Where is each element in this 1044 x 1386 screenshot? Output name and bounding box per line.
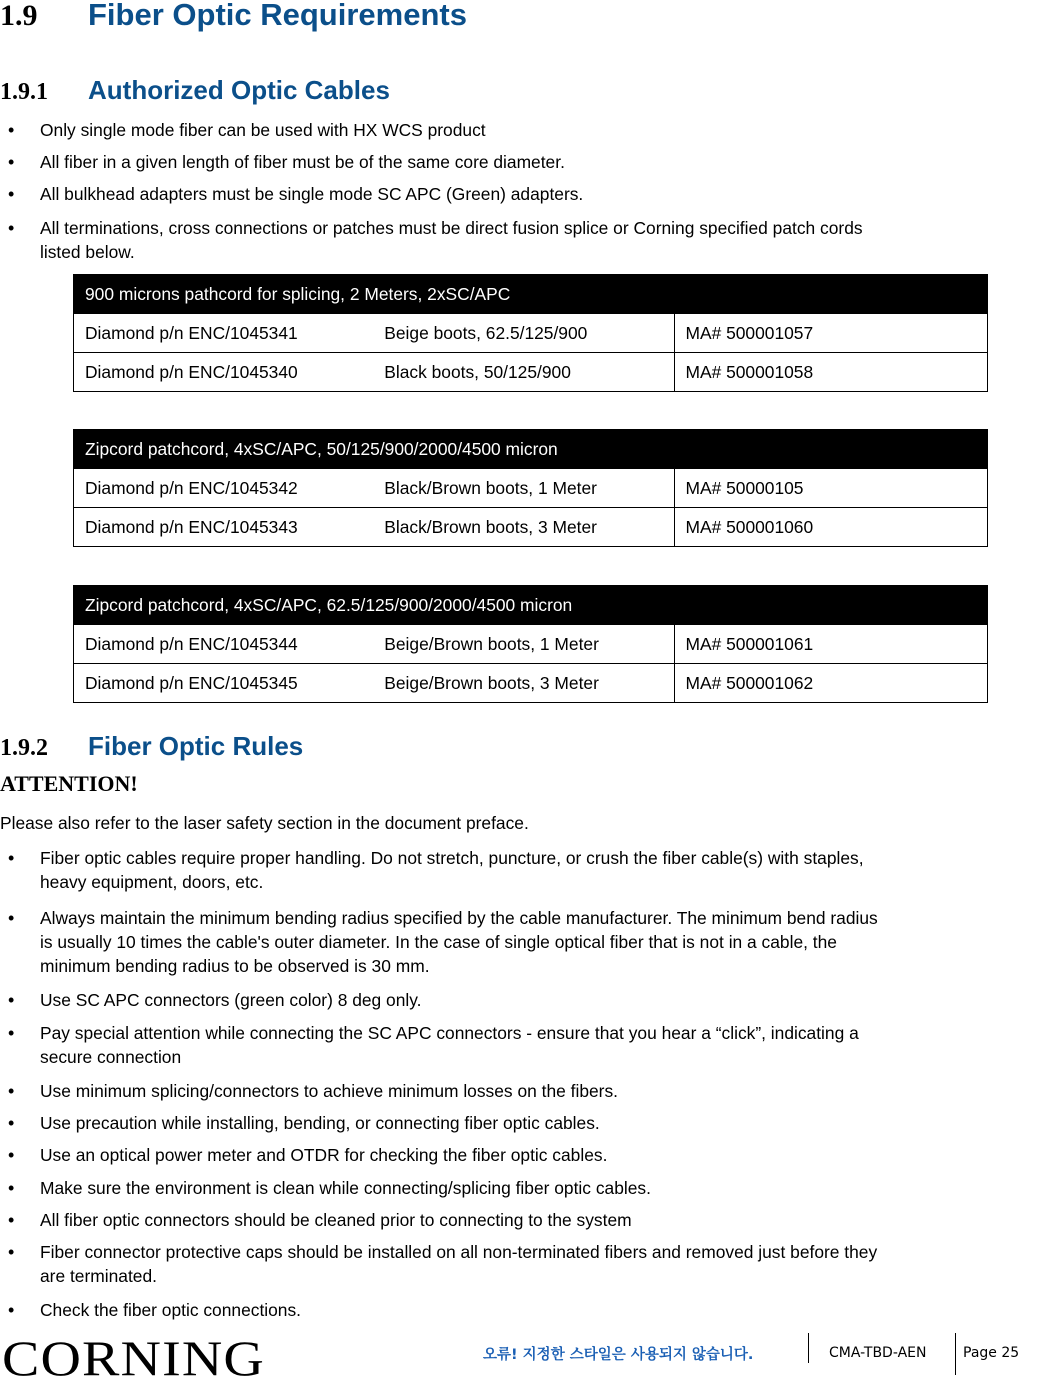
table-cell: Black boots, 50/125/900: [373, 353, 674, 392]
table-cell: MA# 500001057: [674, 314, 988, 353]
corning-logo: CORNING: [2, 1330, 265, 1386]
table-cell: Diamond p/n ENC/1045344: [74, 625, 374, 664]
table-row: [74, 508, 988, 547]
subsection-heading-rules: [0, 731, 303, 762]
table-cell: Beige/Brown boots, 1 Meter: [373, 625, 674, 664]
patchcord-table-62-micron: [73, 585, 988, 703]
footer-page-number: Page 25: [963, 1345, 1020, 1361]
table-cell: Beige boots, 62.5/125/900: [373, 314, 674, 353]
table-cell: Diamond p/n ENC/1045340: [74, 353, 374, 392]
subsection-heading-cables: [0, 75, 390, 106]
table-cell: Diamond p/n ENC/1045343: [74, 508, 374, 547]
table-row: [74, 625, 988, 664]
list-item: • Fiber connector protective caps should be installed on all non-terminated fibers and removed just before they are terminated.: [0, 1240, 1044, 1298]
table-cell: MA# 500001058: [674, 353, 988, 392]
table-header: Zipcord patchcord, 4xSC/APC, 62.5/125/900/2000/4500 micron: [74, 586, 988, 625]
patchcord-table-50-micron: [73, 429, 988, 547]
table-cell: Black/Brown boots, 3 Meter: [373, 508, 674, 547]
table-row: [74, 314, 988, 353]
table-cell: MA# 500001062: [674, 664, 987, 703]
footer-divider: [808, 1333, 809, 1363]
subsection-title: Fiber Optic Rules: [88, 731, 304, 761]
table-row: [74, 353, 988, 392]
section-heading: [0, 0, 467, 33]
list-item: • All bulkhead adapters must be single mode SC APC (Green) adapters.: [0, 182, 1044, 216]
table-cell: MA# 500001060: [674, 508, 987, 547]
table-cell: MA# 50000105: [674, 469, 987, 508]
table-row: [74, 664, 988, 703]
table-row: [74, 469, 988, 508]
list-item: • Check the fiber optic connections.: [0, 1298, 1044, 1322]
table-cell: Diamond p/n ENC/1045341: [74, 314, 374, 353]
list-item: • All terminations, cross connections or patches must be direct fusion splice or Corning specified patch cords listed below.: [0, 216, 1044, 264]
footer-doc-id: CMA-TBD-AEN: [829, 1345, 927, 1361]
section-number: 1.9: [0, 0, 38, 32]
list-item: • Fiber optic cables require proper handling. Do not stretch, puncture, or crush the fiber cable(s) with staples, heavy equipment, doors, etc.: [0, 846, 1044, 906]
list-item: • Use minimum splicing/connectors to achieve minimum losses on the fibers.: [0, 1079, 1044, 1111]
table-cell: Diamond p/n ENC/1045345: [74, 664, 374, 703]
subsection-title: Authorized Optic Cables: [88, 75, 390, 105]
cable-requirements-list: [0, 118, 1044, 264]
table-cell: MA# 500001061: [674, 625, 987, 664]
list-item: • All fiber optic connectors should be cleaned prior to connecting to the system: [0, 1208, 1044, 1240]
list-item: • Pay special attention while connecting the SC APC connectors - ensure that you hear a “click”, indicating a secure connection: [0, 1021, 1044, 1079]
table-header: Zipcord patchcord, 4xSC/APC, 50/125/900/2000/4500 micron: [74, 430, 988, 469]
list-item: • Only single mode fiber can be used with HX WCS product: [0, 118, 1044, 150]
footer-divider: [955, 1333, 956, 1375]
table-header: 900 microns pathcord for splicing, 2 Meters, 2xSC/APC: [74, 275, 988, 314]
patchcord-table-splicing: [73, 274, 988, 392]
fiber-rules-list: [0, 846, 1044, 1322]
list-item: • Use an optical power meter and OTDR for checking the fiber optic cables.: [0, 1143, 1044, 1176]
list-item: • Use precaution while installing, bending, or connecting fiber optic cables.: [0, 1111, 1044, 1143]
list-item: • Make sure the environment is clean while connecting/splicing fiber optic cables.: [0, 1176, 1044, 1208]
attention-label: ATTENTION!: [0, 771, 138, 796]
subsection-number: 1.9.2: [0, 735, 48, 761]
subsection-number: 1.9.1: [0, 79, 48, 105]
list-item: • Always maintain the minimum bending radius specified by the cable manufacturer. The minimum bend radius is usually 10 times the cable's outer diameter. In the case of single optical fiber that is not in a cable, the minimum bending radius to be observed is 30 mm.: [0, 906, 1044, 988]
list-item: • Use SC APC connectors (green color) 8 deg only.: [0, 988, 1044, 1021]
footer-style-error: 오류! 지정한 스타일은 사용되지 않습니다.: [483, 1347, 754, 1363]
table-cell: Beige/Brown boots, 3 Meter: [373, 664, 674, 703]
safety-note: Please also refer to the laser safety section in the document preface.: [0, 813, 529, 833]
list-item: • All fiber in a given length of fiber must be of the same core diameter.: [0, 150, 1044, 182]
section-title: Fiber Optic Requirements: [88, 0, 467, 32]
table-cell: Diamond p/n ENC/1045342: [74, 469, 374, 508]
table-cell: Black/Brown boots, 1 Meter: [373, 469, 674, 508]
